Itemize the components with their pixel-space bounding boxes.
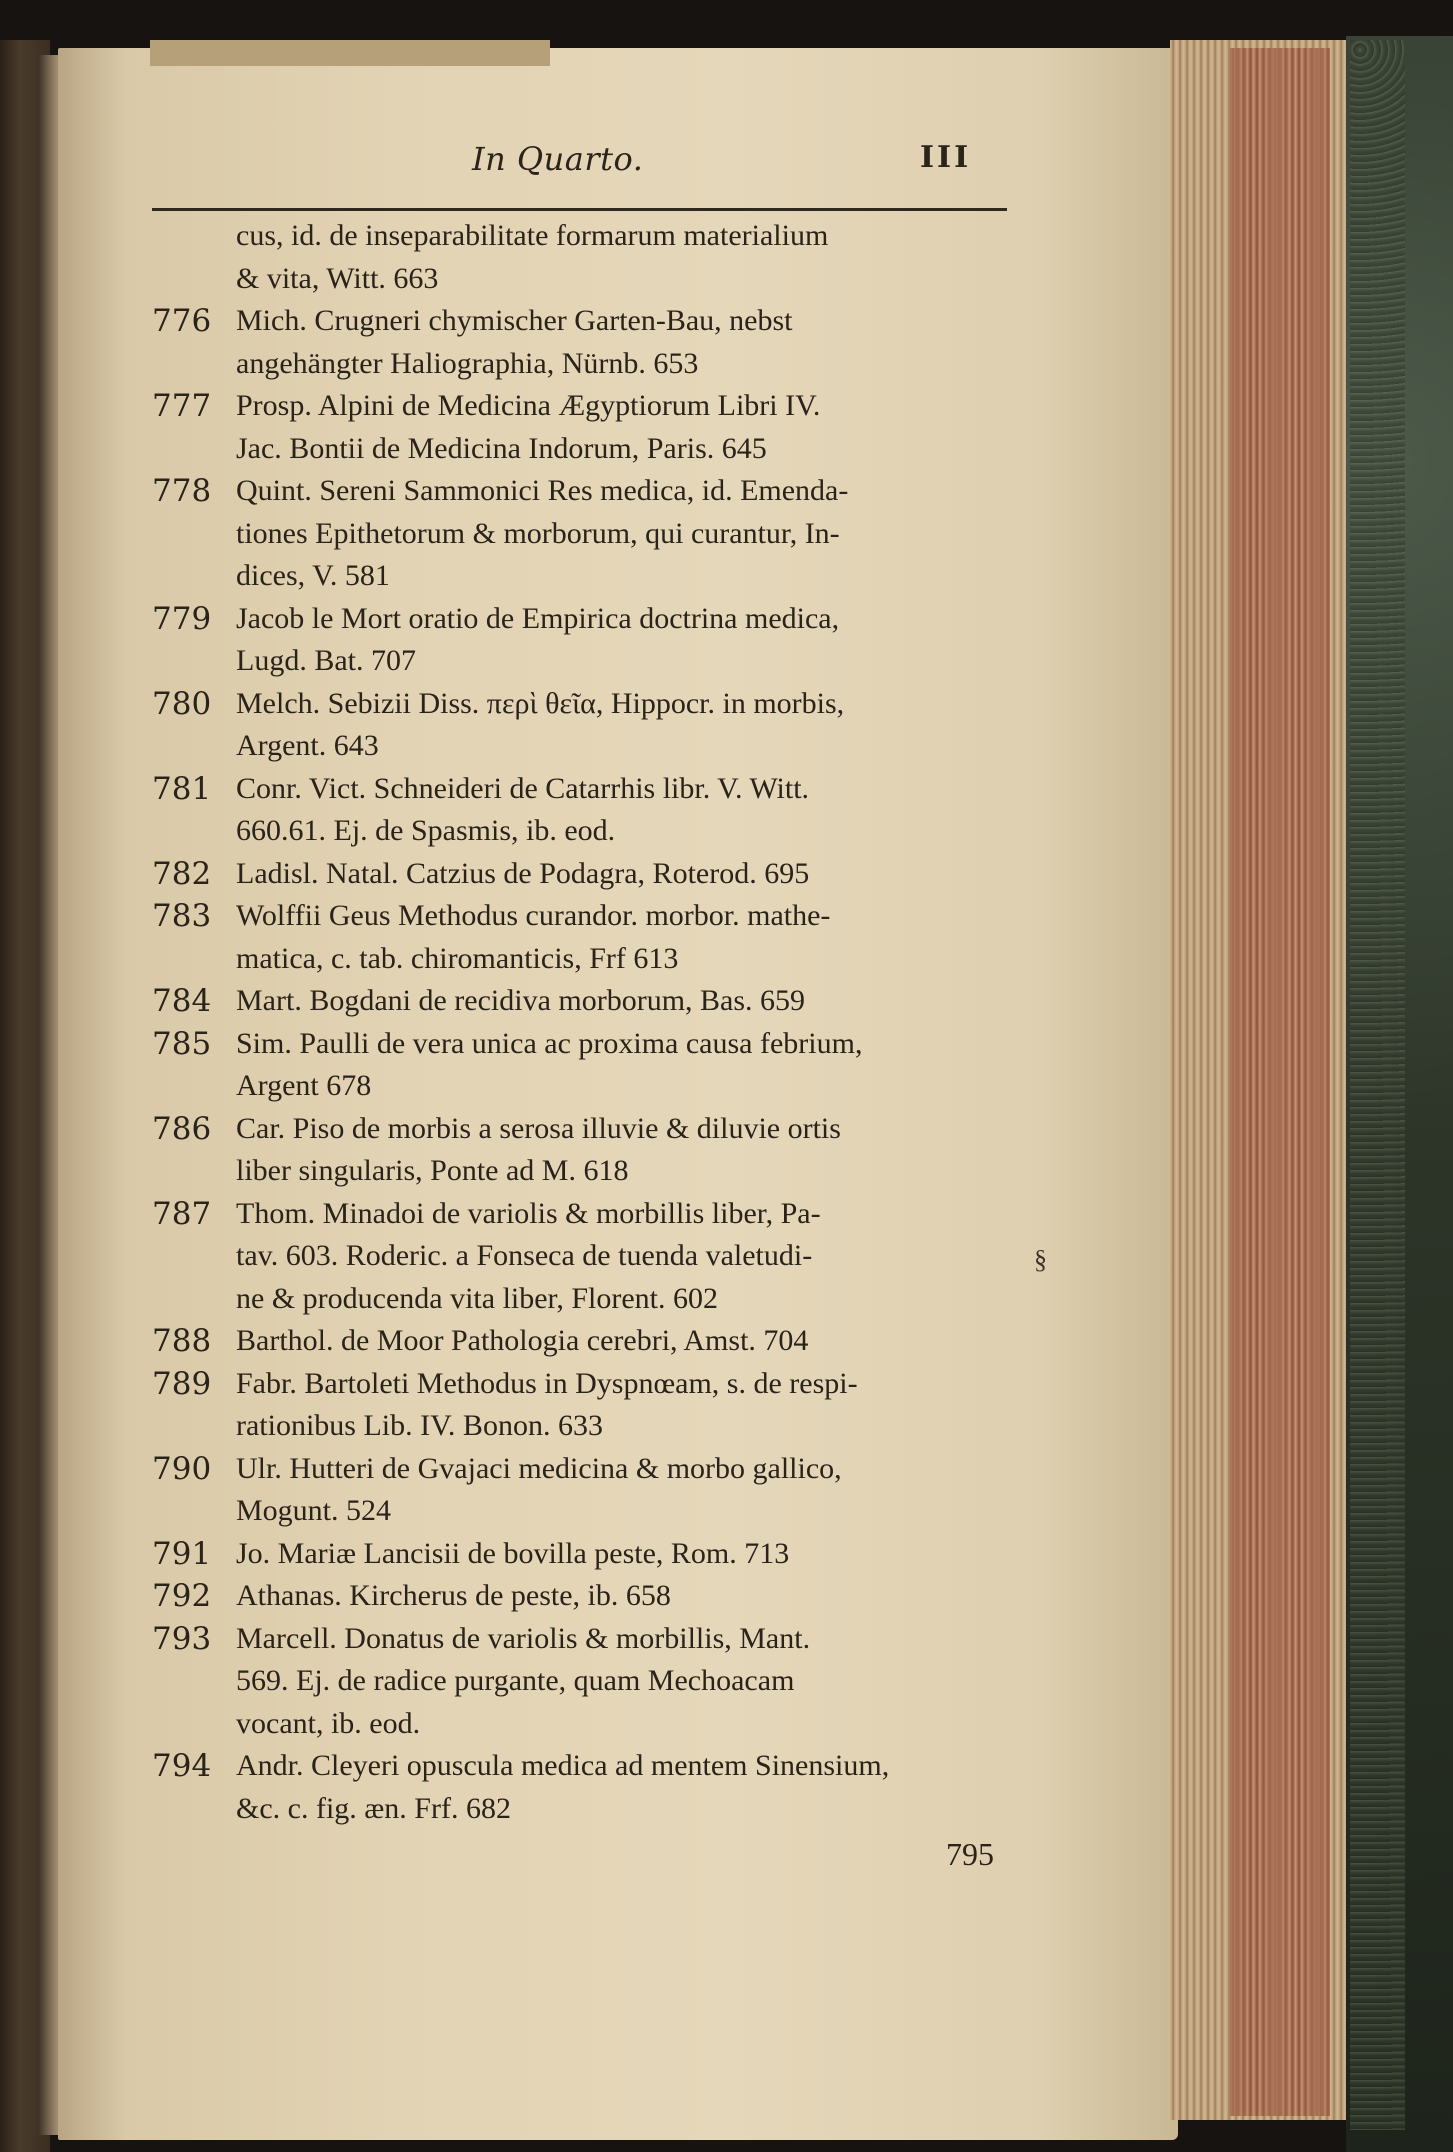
- catalog-entry-783: [140, 895, 1020, 980]
- page-top-edge: [150, 40, 550, 66]
- entry-number: 781: [152, 770, 212, 807]
- catalog-entry-788: [140, 1320, 1020, 1363]
- entry-number: 786: [152, 1110, 212, 1147]
- entry-number: 788: [152, 1323, 212, 1359]
- entry-number: 784: [152, 983, 212, 1019]
- entry-number: 777: [152, 388, 212, 424]
- entry-text: Jacob le Mort oratio de Empirica doctrina medica, Lugd. Bat. 707: [236, 601, 840, 677]
- entry-text: Wolffii Geus Methodus curandor. morbor. mathe- matica, c. tab. chiromanticis, Frf 613: [236, 899, 831, 975]
- entry-text: Marcell. Donatus de variolis & morbillis, Mant. 569. Ej. de radice purgante, quam Mechoacam vocant, ib. eod.: [236, 1621, 811, 1740]
- entry-text: Barthol. de Moor Pathologia cerebri, Amst. 704: [236, 1324, 809, 1357]
- running-title: In Quarto.: [472, 140, 644, 178]
- entry-number: 793: [152, 1620, 212, 1657]
- entry-text: Prosp. Alpini de Medicina Ægyptiorum Libri IV. Jac. Bontii de Medicina Indorum, Paris. 645: [236, 389, 821, 465]
- catalog-entry-782: [140, 853, 1020, 896]
- entry-number: 790: [152, 1450, 212, 1487]
- entry-number: 789: [152, 1365, 212, 1402]
- entry-number: 778: [152, 473, 212, 509]
- catalog-entry-784: [140, 980, 1020, 1023]
- entry-text: Ulr. Hutteri de Gvajaci medicina & morbo gallico, Mogunt. 524: [236, 1451, 842, 1527]
- entry-number: 792: [152, 1578, 212, 1614]
- marbled-board: [1350, 40, 1405, 2130]
- entry-text: Mart. Bogdani de recidiva morborum, Bas. 659: [236, 984, 806, 1017]
- entry-text: Car. Piso de morbis a serosa illuvie & diluvie ortis liber singularis, Ponte ad M. 618: [236, 1111, 841, 1187]
- entry-number: 779: [152, 600, 212, 637]
- entry-number: 785: [152, 1025, 212, 1062]
- catalog-entry-792: [140, 1575, 1020, 1618]
- margin-mark: §: [1034, 1245, 1047, 1274]
- entry-text: Conr. Vict. Schneideri de Catarrhis libr. V. Witt. 660.61. Ej. de Spasmis, ib. eod.: [236, 771, 810, 847]
- entry-number: 776: [152, 303, 212, 339]
- entry-number: 791: [152, 1535, 212, 1572]
- entry-number: 783: [152, 898, 212, 934]
- catalog-entry-781: [140, 768, 1020, 853]
- entry-text: Ladisl. Natal. Catzius de Podagra, Roterod. 695: [236, 856, 810, 890]
- catalog-entry-776: [140, 300, 1020, 385]
- catalog-entry-791: [140, 1533, 1020, 1576]
- entry-text: Thom. Minadoi de variolis & morbillis liber, Pa- tav. 603. Roderic. a Fonseca de tuenda valetudi- ne & producenda vita liber, Florent. 602: [236, 1196, 821, 1315]
- header-rule: [152, 208, 1007, 211]
- catalog-entry-789: [140, 1363, 1020, 1448]
- catchword: 795: [946, 1836, 994, 1872]
- entry-text: Jo. Mariæ Lancisii de bovilla peste, Rom. 713: [236, 1536, 790, 1570]
- entry-text: Quint. Sereni Sammonici Res medica, id. Emenda- tiones Epithetorum & morborum, qui curantur, In- dices, V. 581: [236, 474, 849, 592]
- page-red-edge: [1230, 48, 1330, 2116]
- entry-number: 787: [152, 1195, 212, 1232]
- running-header: [150, 140, 1020, 190]
- page-number: III: [920, 140, 972, 175]
- catalog-entry-779: [140, 598, 1020, 683]
- catalog-entries: [140, 215, 1020, 1830]
- entry-text: Andr. Cleyeri opuscula medica ad mentem Sinensium, &c. c. fig. æn. Frf. 682: [236, 1749, 890, 1825]
- catalog-entry-787: [140, 1193, 1020, 1321]
- entry-number: 782: [152, 855, 212, 892]
- catalog-entry-778: [140, 470, 1020, 598]
- catalog-entry-786: [140, 1108, 1020, 1193]
- entry-text: Sim. Paulli de vera unica ac proxima causa febrium, Argent 678: [236, 1026, 863, 1102]
- entry-text: Athanas. Kircherus de peste, ib. 658: [236, 1579, 671, 1612]
- catalog-entry-785: [140, 1023, 1020, 1108]
- catalog-entry-793: [140, 1618, 1020, 1746]
- entry-number: 794: [152, 1748, 212, 1784]
- catalog-entry-794: [140, 1745, 1020, 1830]
- entry-text: Mich. Crugneri chymischer Garten-Bau, nebst angehängter Haliographia, Nürnb. 653: [236, 304, 793, 380]
- entry-text: cus, id. de inseparabilitate formarum materialium & vita, Witt. 663: [236, 219, 829, 295]
- entry-text: Melch. Sebizii Diss. περὶ θεῖα, Hippocr. in morbis, Argent. 643: [236, 686, 845, 762]
- catalog-entry-780: [140, 683, 1020, 768]
- continuation-entry: [140, 215, 1020, 300]
- catalog-entry-790: [140, 1448, 1020, 1533]
- entry-number: 780: [152, 685, 212, 722]
- catalog-entry-777: [140, 385, 1020, 470]
- entry-text: Fabr. Bartoleti Methodus in Dyspnœam, s. de respi- rationibus Lib. IV. Bonon. 633: [236, 1366, 858, 1442]
